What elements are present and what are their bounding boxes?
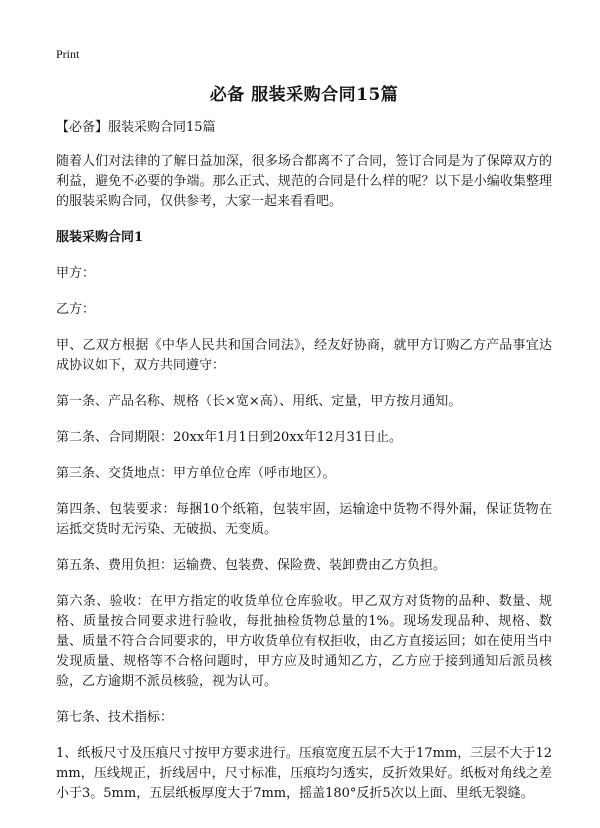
print-label: Print	[56, 47, 80, 61]
clause-7: 第七条、技术指标：	[56, 710, 174, 725]
clause-2: 第二条、合同期限：20xx年1月1日到20xx年12月31日止。	[56, 430, 403, 445]
clause-1: 第一条、产品名称、规格（长×宽×高）、用纸、定量，甲方按月通知。	[56, 394, 462, 409]
party-a-line: 甲方：	[56, 266, 96, 281]
clause-7-item-1: 1、纸板尺寸及压痕尺寸按甲方要求进行。压痕宽度五层不大于17mm，三层不大于12mm，压线规正，折线居中，尺寸标准，压痕均匀透实，反折效果好。纸板对角线之差小于3。5mm，五层纸板厚度大于7mm，摇盖180°反折5次以上面、里纸无裂缝。	[56, 746, 552, 801]
clause-6: 第六条、验收：在甲方指定的收货单位仓库验收。甲乙双方对货物的品种、数量、规格、质量按合同要求进行验收，每批抽检货物总量的1%。现场发现品种、规格、数量、质量不符合合同要求的，甲方收货单位有权拒收，由乙方直接运回；如在使用当中发现质量、规格等不合格问题时，甲方应及时通知乙方，乙方应于接到通知后派员核验，乙方逾期不派员核验，视为认可。	[56, 594, 552, 689]
preamble-paragraph: 甲、乙双方根据《中华人民共和国合同法》，经友好协商，就甲方订购乙方产品事宜达成协议如下，双方共同遵守：	[56, 338, 552, 373]
clause-3: 第三条、交货地点：甲方单位仓库（呼市地区）。	[56, 466, 336, 481]
document-title: 必备 服装采购合同15篇	[209, 85, 399, 105]
intro-paragraph: 随着人们对法律的了解日益加深，很多场合都离不了合同，签订合同是为了保障双方的利益，避免不必要的争端。那么正式、规范的合同是什么样的呢？以下是小编收集整理的服装采购合同，仅供参考，大家一起来看看吧。	[56, 154, 552, 209]
clause-5: 第五条、费用负担：运输费、包装费、保险费、装卸费由乙方负担。	[56, 558, 447, 573]
document-body	[56, 118, 552, 820]
clause-4: 第四条、包装要求：每捆10个纸箱，包装牢固，运输途中货物不得外漏，保证货物在运抵交货时无污染、无破损、无变质。	[56, 502, 552, 537]
section-heading: 服装采购合同1	[56, 230, 144, 245]
document-subtitle: 【必备】服装采购合同15篇	[56, 120, 216, 135]
party-b-line: 乙方：	[56, 302, 96, 317]
